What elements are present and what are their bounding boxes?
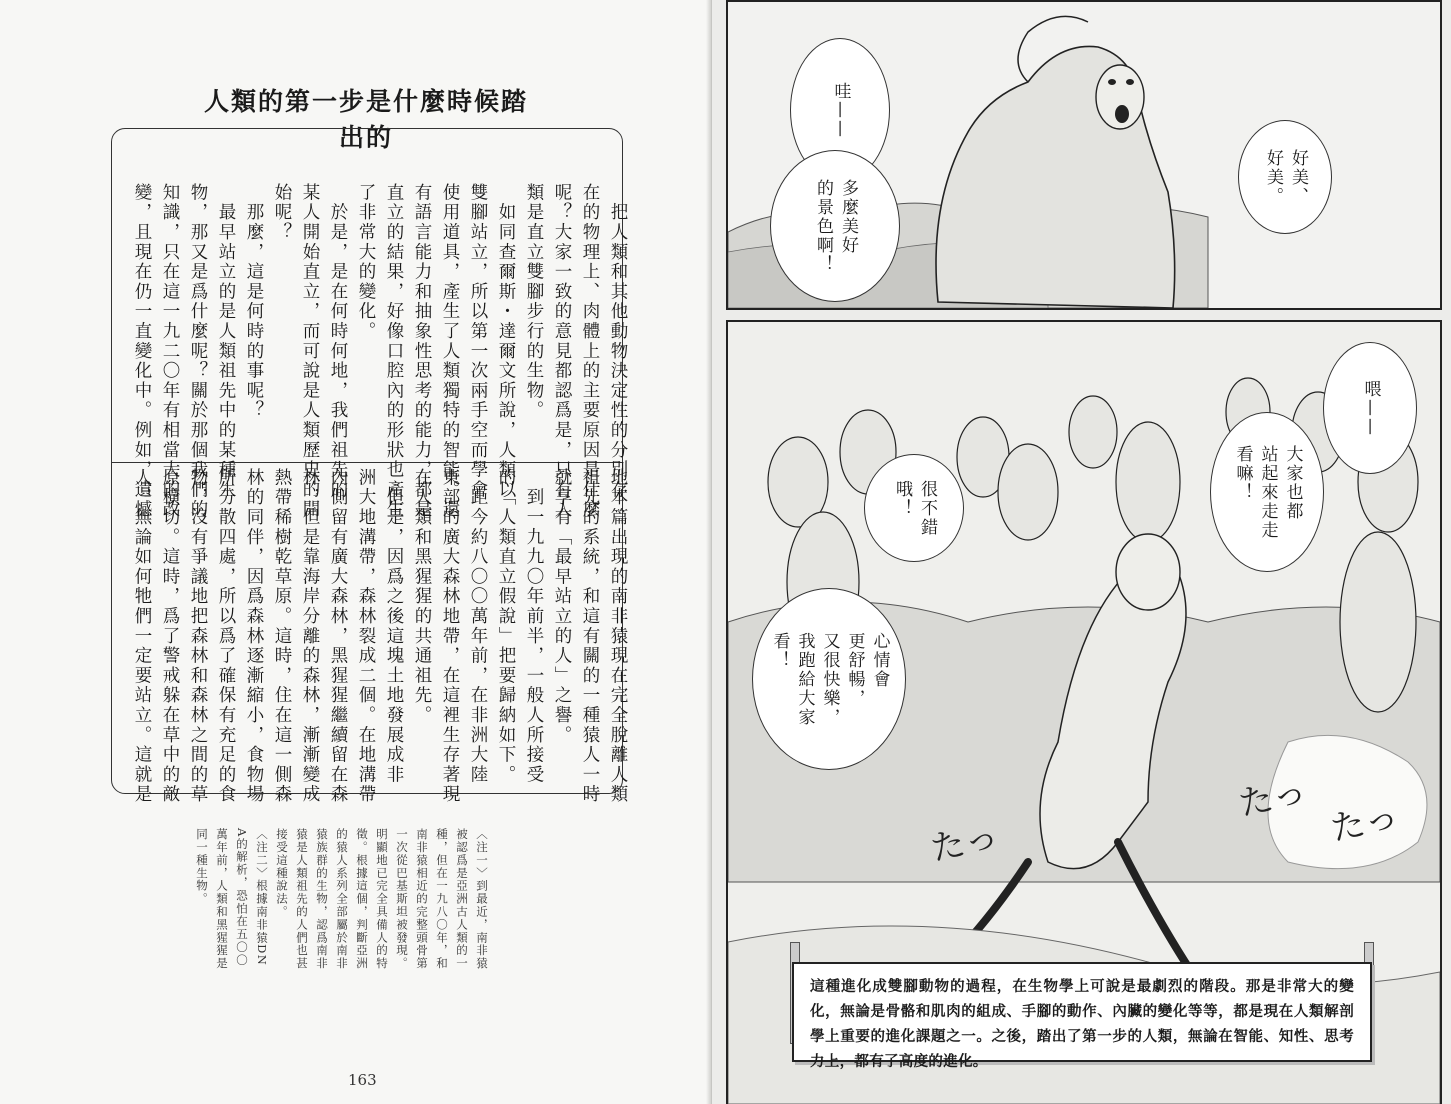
sound-effect-3: たっ bbox=[927, 816, 1003, 870]
caption-text: 這種進化成雙腳動物的過程，在生物學上可說是最劇烈的階段。那是非常大的變化，無論是骨骼和肌肉的組成、手腳的動作、內臟的變化等等，都是現在人類解剖學上重要的進化課題之一。之後，踏出了第一步的人類，無論在智能、知性、思考力上，都有了高度的進化。 bbox=[810, 978, 1354, 1070]
sound-effect-2: たっ bbox=[1327, 796, 1403, 850]
caption-box bbox=[792, 962, 1372, 1070]
speech-balloon-jingse: 多麼美好 的景色啊！ bbox=[770, 150, 900, 302]
speech-balloon-haomei: 好美、 好美。 bbox=[1238, 120, 1332, 234]
speech-balloon-wei: 喂—— bbox=[1323, 342, 1417, 474]
sound-effect-1: たっ bbox=[1235, 771, 1311, 825]
speech-balloon-dajia: 大家也都 站起來走走 看嘛！ bbox=[1210, 412, 1324, 572]
left-page bbox=[0, 0, 712, 1104]
body-text-bottom: 地本篇出現的南非猿現在完全脫離人類 祖先的系統，和這有關的一種猿人一時 就享有「最早站立的人」之譽。 到一九九〇年前半，一般人所接受 的「人類直立假說」把要歸納如下。 距今約八〇〇萬年前，在非洲大陸 東部的廣大森林地帶，在這裡生存著現 在人類和黑猩猩的共通祖先。 但是，因爲之後這塊土地發展成非 洲大地溝帶，森林裂成二個。在地溝帶 內側留有廣大森林，黑猩猩繼續留在森 林，但是靠海岸分離的森林，漸漸變成 熱帶稀樹乾草原。這時，住在這一側森 林的同伴，因爲森林逐漸縮小，食物場 所分散四處，所以爲了確保有充足的食 物，沒有爭議地把森林和森林之間的草 原橫切。這時，爲了警戒躲在草中的敵 人，無論如何牠們一定要站立。這就是 bbox=[132, 468, 628, 805]
body-text-top: 把人類和其他動物決定性的分別存 在的物理上、肉體上的主要原因是什麼 呢？大家一致的意見都認爲是，只有人 類是直立雙腳步行的生物。 如同查爾斯・達爾文所說，人類以 雙腳站立，所以第一次兩手空而學會 使用道具，產生了人類獨特的智能。還 有語言能力和抽象性思考的能力，都是 直立的結果，好像口腔內的形狀也產生 了非常大的變化。 於是，是在何時何地，我們祖先的 某人開始直立，而可說是人類歷史的開 始呢？ 那麼，這是何時的事呢？ 最早站立的是人類祖先中的某種生 物，那又是爲什麼呢？關於那個我們的 知識，只在這一九二〇年有相當大的改 變，且現在仍一直變化中。例如，遺憾 bbox=[132, 183, 628, 520]
page-title: 人類的第一步是什麼時候踏出的 bbox=[203, 87, 528, 152]
speech-balloon-xinqing: 心情會 更舒暢， 又很快樂， 我跑給大家 看！ bbox=[752, 588, 906, 770]
speech-balloon-henbucuo: 很不錯 哦！ bbox=[864, 454, 964, 562]
speech-balloon-wa: 哇—— bbox=[790, 38, 890, 182]
footnotes: 〈注一〉到最近，南非猿 被認爲是亞洲古人類的一 種，但在一九八〇年，和 南非猿相近的完整頭骨第 一次從巴基斯坦被發現。 明顯地已完全具備人的特 徵。根據這個，判斷亞洲 的猿人系列全部屬於南非 猿族群的生物，認爲南非 猿是人類祖先的人們也甚 接受這種說法。 〈注二〉根據南非猿DN A的解析，恐怕在五〇〇 萬年前，人類和黑猩猩是 同一種生物。 bbox=[195, 828, 489, 970]
page-number: 163 bbox=[348, 1071, 377, 1089]
